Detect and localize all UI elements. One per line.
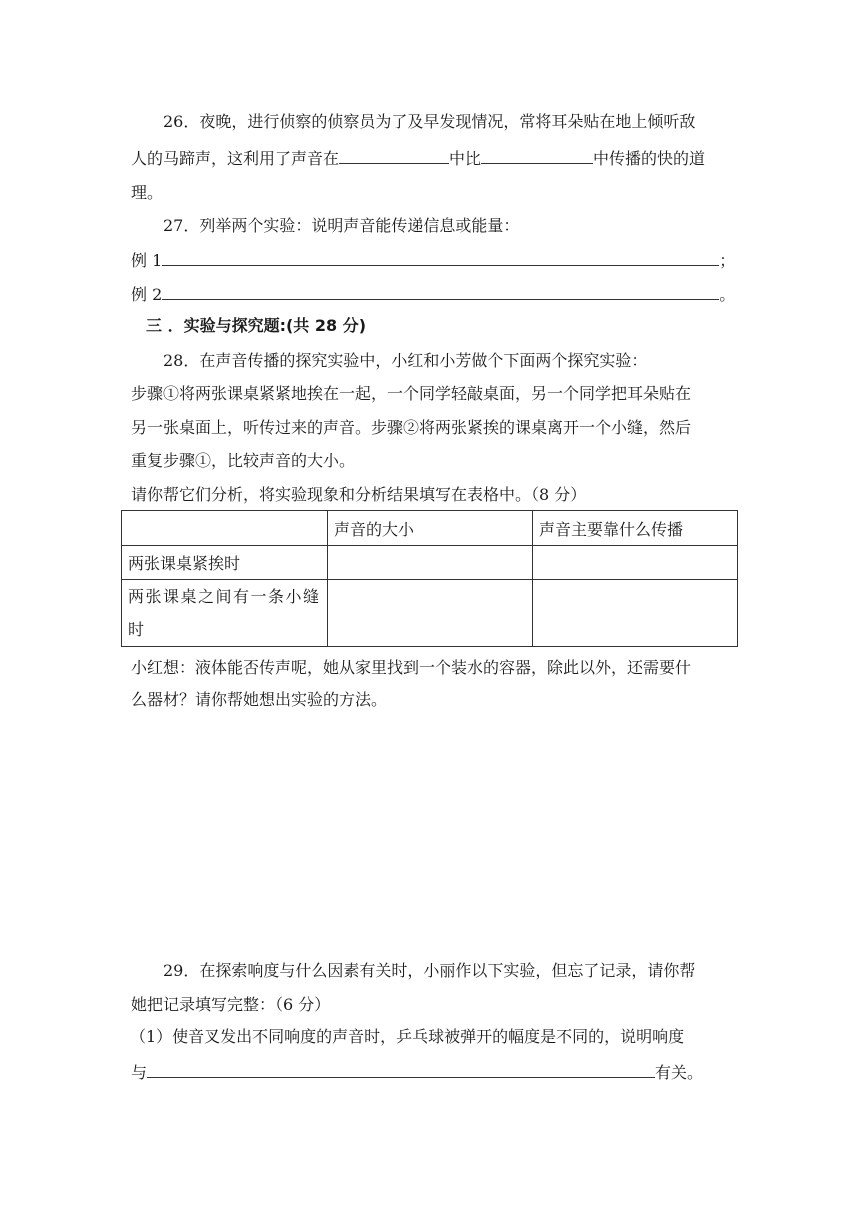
q28-line5: 请你帮它们分析，将实验现象和分析结果填写在表格中。（8 分） xyxy=(131,485,587,504)
table-header-cell: 声音的大小 xyxy=(328,511,533,546)
q27-ex2-label: 例 2 xyxy=(131,285,163,304)
q27-ex1-label: 例 1 xyxy=(131,251,163,270)
table-answer-cell[interactable] xyxy=(328,546,533,580)
q27-ex2-blank[interactable] xyxy=(162,284,719,300)
table-row-label: 两张课桌紧挨时 xyxy=(122,546,328,580)
q27-example2 xyxy=(131,284,735,305)
table-answer-cell[interactable] xyxy=(328,580,533,647)
q27-ex1-end: ； xyxy=(719,251,736,270)
q26-text-a: 人的马蹄声，这利用了声音在 xyxy=(131,149,340,168)
q28-line1: 28．在声音传播的探究实验中，小红和小芳做个下面两个探究实验： xyxy=(163,351,648,370)
q26-line2 xyxy=(131,148,705,169)
q29-line2: 她把记录填写完整：（6 分） xyxy=(131,995,331,1014)
q29-p1-start: 与 xyxy=(131,1063,148,1082)
table-row xyxy=(122,546,738,580)
q27-ex1-blank[interactable] xyxy=(162,250,719,266)
q29-p1-blank[interactable] xyxy=(147,1062,655,1078)
table-answer-cell[interactable] xyxy=(533,546,738,580)
table-answer-cell[interactable] xyxy=(533,580,738,647)
q28-answer-table xyxy=(121,510,738,647)
table-row-label-text: 两张课桌之间有一条小缝时 xyxy=(128,587,321,639)
q29-line1: 29．在探索响度与什么因素有关时，小丽作以下实验，但忘了记录，请你帮 xyxy=(163,961,696,980)
q29-part1-fill xyxy=(131,1062,703,1083)
q28-line2: 步骤①将两张课桌紧紧地挨在一起，一个同学轻敲桌面，另一个同学把耳朵贴在 xyxy=(131,384,692,403)
q27-prompt: 27．列举两个实验：说明声音能传递信息或能量： xyxy=(163,216,520,235)
q28-follow1: 小红想：液体能否传声呢，她从家里找到一个装水的容器，除此以外，还需要什 xyxy=(131,658,692,677)
q27-example1 xyxy=(131,250,735,271)
q26-text-c: 中传播的快的道 xyxy=(593,149,706,168)
q28-line3: 另一张桌面上，听传过来的声音。步骤②将两张紧挨的课桌离开一个小缝，然后 xyxy=(131,418,692,437)
q26-text-b: 中比 xyxy=(449,149,482,168)
table-header-cell xyxy=(122,511,328,546)
table-row-label xyxy=(122,580,328,647)
q27-ex2-end: 。 xyxy=(719,285,736,304)
table-row xyxy=(122,580,738,647)
q28-follow2: 么器材？请你帮她想出实验的方法。 xyxy=(131,690,388,709)
table-header-cell: 声音主要靠什么传播 xyxy=(533,511,738,546)
q29-p1-end: 有关。 xyxy=(655,1063,704,1082)
q26-line3: 理。 xyxy=(131,183,164,202)
table-header-row xyxy=(122,511,738,546)
q28-line4: 重复步骤①，比较声音的大小。 xyxy=(131,451,356,470)
q26-line1: 26．夜晚，进行侦察的侦察员为了及早发现情况，常将耳朵贴在地上倾听敌 xyxy=(163,112,696,131)
q26-blank-1[interactable] xyxy=(339,148,449,164)
section3-heading: 三 ．实验与探究题:(共 28 分) xyxy=(146,316,367,335)
q26-blank-2[interactable] xyxy=(481,148,593,164)
q29-part1: （1）使音叉发出不同响度的声音时，乒乓球被弹开的幅度是不同的，说明响度 xyxy=(130,1027,685,1046)
